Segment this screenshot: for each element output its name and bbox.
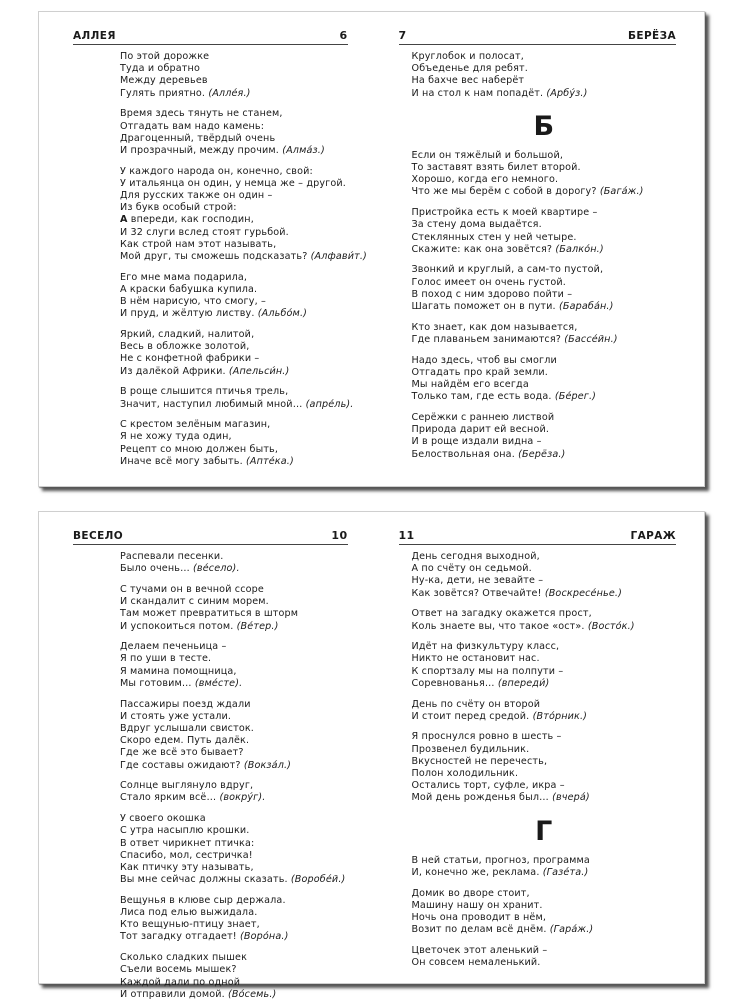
riddle [412,608,677,632]
riddle-line: С тучами он в вечной ссоре [120,583,264,595]
riddle-line: Как птичку эту называть, [120,861,254,873]
riddle-line: Распевали песенки. [120,551,224,562]
riddle-line: Пристройка есть к моей квартире – [411,207,598,219]
riddle-line-text: Гулять приятно. [120,87,206,99]
riddle-line: Звонкий и круглый, а сам-то пустой, [411,264,604,276]
riddle [412,945,677,969]
riddle-answer: (вокру́г). [219,792,266,804]
riddle-line: Природа дарит ей весной. [411,424,550,436]
riddle-last-line [412,301,677,313]
riddle-line-text: И стоит перед средой. [411,710,530,722]
riddle-last-line [120,874,348,886]
riddle-answer: (Воро́на.) [240,931,289,943]
riddle-line-text: И отправили домой. [120,988,225,1000]
riddle-line: С крестом зелёным магазин, [120,419,271,431]
riddle-line: Идёт на физкультуру класс, [411,641,560,653]
riddle-line: В нём нарисую, что смогу, – [120,296,266,308]
page-header-word: АЛЛЕЯ [73,30,116,42]
riddle-line: С утра насыплю крошки. [120,825,250,837]
riddle [412,264,677,313]
riddle-line: Ответ на загадку окажется прост, [411,608,592,620]
riddle [412,355,677,404]
riddle-line: Рецепт со мною должен быть, [120,443,279,455]
riddle-answer: (Алле́я.) [208,87,251,99]
riddle-line: Машину нашу он хранит. [411,899,543,911]
riddle-answer: (Воробе́й.) [290,874,346,886]
riddle-last-line [120,678,348,690]
riddle-line-text: Возит по делам всё днём. [411,924,547,936]
riddle-last-line [120,760,348,772]
riddle-line: Драгоценный, твёрдый очень [120,132,276,144]
riddle-list [412,150,677,461]
riddle-last-line [120,366,348,378]
riddle-line-text: Что же мы берём с собой в дорогу? [411,186,597,198]
bold-letter: А [120,214,128,226]
riddle-line-text: Шагать поможет он в пути. [411,301,556,313]
riddle-line: Кто вещунью-птицу знает, [120,919,260,931]
riddle-line: Полон холодильник. [411,768,519,780]
riddle-line-text: И, конечно же, реклама. [411,866,540,878]
riddle-line: Я проснулся ровно в шесть – [411,731,562,743]
riddle-line: Там может превратиться в шторм [120,608,299,620]
riddle-answer: (Бага́ж.) [599,186,644,198]
riddle-answer: (Гара́ж.) [549,924,594,936]
riddle [120,108,348,157]
riddle [412,412,677,461]
riddle-line: Между деревьев [120,75,208,87]
riddle-line-text: Было очень… [120,563,194,575]
riddle-line-text: Где составы ожидают? [120,759,241,771]
page-number: 11 [398,529,415,542]
riddle-line: Он совсем немаленький. [411,957,541,969]
riddle-line: Ну-ка, дети, не зевайте – [411,575,544,587]
riddle-last-line [412,88,677,100]
riddle-line: К спортзалу мы на полпути – [411,665,564,677]
riddle-line-text: Коль знаете вы, что такое «ост». [411,620,585,632]
riddle-line: В ней статьи, прогноз, программа [411,854,590,866]
riddle-last-line [120,456,348,468]
riddle-line: Прозвенел будильник. [411,743,530,755]
riddle-line: Остались торт, суфле, икра – [411,780,565,792]
riddle-line: В роще слышится птичья трель, [120,386,289,398]
riddle-line: Домик во дворе стоит, [411,887,530,899]
section-letter: Г [535,815,553,847]
riddle-line: Я по уши в тесте. [120,653,212,665]
riddle-line: Надо здесь, чтоб вы смогли [411,354,557,366]
riddle-line: У итальянца он один, у немца же – другой. [120,177,346,189]
riddle-last-line [120,931,348,943]
riddle [120,641,348,690]
riddle [412,322,677,346]
page-header [399,512,677,545]
riddle-line-text: И прозрачный, между прочим. [120,144,279,156]
riddle-line-text: Соревнованья… [411,677,495,689]
riddle-line: Кто знает, как дом называется, [411,321,578,333]
riddle-line: И в роще издали видна – [411,436,542,448]
riddle-line: Серёжки с раннею листвой [411,411,555,423]
riddle-last-line [120,88,348,100]
riddle-line: И скандалит с синим морем. [120,596,269,608]
riddle-answer: (Бассе́йн.) [564,333,618,345]
riddle-answer: (Берёза.) [518,448,566,460]
book-spread-2 [38,511,705,1000]
riddle-line-text: Иначе всё могу забыть. [120,455,243,467]
riddle-list [412,551,677,805]
riddle-answer: (Алфави́т.) [310,251,367,263]
riddle-line: На бахче вес наберёт [411,75,525,87]
page-7 [372,12,705,486]
riddle [120,419,348,468]
riddle-answer: (ве́село). [193,563,240,575]
riddle-line: Цветочек этот аленький – [411,944,548,956]
riddle-line: Круглобок и полосат, [411,51,524,62]
riddle-line-text: Только там, где есть вода. [411,391,552,403]
riddle [412,888,677,937]
riddle [412,51,677,100]
section-letter: Б [533,110,555,142]
riddle-answer: (впереди́) [497,677,550,689]
riddle-answer: (Апте́ка.) [245,455,294,467]
riddle-last-line [412,588,677,600]
riddle-answer: (апре́ль). [305,398,354,410]
riddle-line-text: Из далёкой Африки. [120,365,226,377]
riddle-line: Отгадать вам надо камень: [120,120,265,132]
riddle-last-line [412,792,677,804]
riddle-line: Я мамина помощница, [120,665,237,677]
riddle-answer: (вме́сте). [194,677,243,689]
riddle-line: А краски бабушка купила. [120,283,258,295]
riddle-last-line [412,621,677,633]
riddle-last-line [412,449,677,461]
riddle-last-line [120,621,348,633]
riddle-line: Ночь она проводит в нём, [411,911,547,923]
riddle [120,51,348,100]
riddle-line: Туда и обратно [120,63,200,75]
riddle-line: Не с конфетной фабрики – [120,353,260,365]
riddle-last-line [412,391,677,403]
riddle [412,731,677,804]
page-number: 6 [339,29,348,42]
riddle-answer: (вчера́) [552,792,590,804]
page-body [73,545,348,1001]
riddle-answer: (Алма́з.) [282,144,325,156]
riddle-last-line [412,334,677,346]
riddle-line-text: Мой день рожденья был… [411,792,549,804]
riddle-answer: (Восто́к.) [587,620,635,632]
riddle-line: А впереди, как господин, [120,214,254,226]
riddle-line: Никто не остановит нас. [411,653,540,665]
riddle [120,584,348,633]
riddle-last-line [120,308,348,320]
riddle-line: Вещунья в клюве сыр держала. [120,894,286,906]
riddle-line: Яркий, сладкий, налитой, [120,329,255,341]
riddle-line: День сегодня выходной, [411,551,540,562]
riddle-last-line [120,398,354,411]
riddle-line-text: И пруд, и жёлтую листву. [120,308,255,320]
riddle [120,329,348,378]
riddle-last-line [120,251,367,263]
riddle [120,165,367,264]
page-header [399,12,677,45]
page-number: 10 [331,529,348,542]
riddle [120,551,348,575]
page-number: 7 [398,29,407,42]
riddle-line: Съели восемь мышек? [120,964,237,976]
riddle-line: За стену дома выдаётся. [411,219,542,231]
riddle [412,641,677,690]
riddle-answer: (Воскресе́нье.) [544,587,622,599]
riddle-line-text: Белоствольная она. [411,448,515,460]
riddle-line-text: И успокоиться потом. [120,620,234,632]
riddle [120,780,348,804]
riddle-line: То заставят взять билет второй. [411,162,581,174]
riddle-line: У своего окошка [120,813,206,825]
riddle-answer: (Вто́рник.) [532,710,588,722]
riddle-line: Мы найдём его всегда [411,379,529,391]
riddle-line: Вдруг услышали свисток. [120,722,254,734]
riddle-last-line [120,792,348,804]
riddle-last-line [120,989,348,1001]
riddle-line: Для русских также он один – [120,190,273,202]
riddle [120,952,348,1001]
riddle-answer: (Газе́та.) [542,866,589,878]
riddle-line: А по счёту он седьмой. [411,563,532,575]
riddle-line-text: Как зовётся? Отвечайте! [411,587,542,599]
riddle-line-text: Значит, наступил любимый мной… [120,398,303,410]
riddle-line: Хорошо, когда его немного. [411,174,559,186]
riddle-answer: (Апельси́н.) [228,365,290,377]
page-10 [39,512,372,1000]
riddle-last-line [412,186,677,198]
riddle-line: Спасибо, мол, сестричка! [120,849,253,861]
riddle-line: Пассажиры поезд ждали [120,698,251,710]
riddle-line: Делаем печеньица – [120,641,227,653]
riddle-line-text: Вы мне сейчас должны сказать. [120,874,288,886]
riddle-line: Лиса под елью выжидала. [120,907,258,919]
riddle-line-text: И на стол к нам попадёт. [411,87,544,99]
riddle [120,272,348,321]
riddle-line: Объеденье для ребят. [411,63,528,75]
riddle-line: Стеклянных стен у ней четыре. [411,231,577,243]
riddle-line: В ответ чирикнет птичка: [120,837,255,849]
riddle-last-line [412,244,677,256]
riddle-answer: (Во́семь.) [228,988,277,1000]
riddle-line: В поход с ним здорово пойти – [411,288,573,300]
riddle-line: Как строй нам этот называть, [120,238,277,250]
riddle-line: Его мне мама подарила, [120,271,248,283]
riddle [120,386,354,410]
page-header [73,12,348,45]
riddle-last-line [120,145,348,157]
riddle-answer: (Ве́тер.) [236,620,279,632]
riddle-line-text: Мы готовим… [120,677,192,689]
riddle-line: Время здесь тянуть не станем, [120,108,283,120]
riddle-line: Солнце выглянуло вдруг, [120,780,254,792]
riddle-answer: (Арбу́з.) [546,87,588,99]
riddle-line: Я не хожу туда один, [120,431,232,443]
riddle [120,699,348,772]
page-body [399,45,677,461]
riddle-answer: (Вокза́л.) [243,759,292,771]
page-body [73,45,367,468]
riddle [412,150,677,199]
riddle-line: Где же всё это бывает? [120,747,244,759]
riddle-answer: (Альбо́м.) [257,308,308,320]
riddle-line: Голос имеет он очень густой. [411,276,567,288]
riddle [412,207,677,256]
riddle-last-line [412,678,677,690]
riddle-last-line [412,924,677,936]
riddle-line: По этой дорожке [120,51,210,62]
riddle-line: Сколько сладких пышек [120,952,248,964]
riddle-line: У каждого народа он, конечно, свой: [120,165,313,177]
riddle-line: И стоять уже устали. [120,710,232,722]
riddle-line: Если он тяжёлый и большой, [411,149,564,161]
riddle-line: День по счёту он второй [411,698,541,710]
riddle [412,551,677,600]
riddle-line [120,563,348,575]
riddle [120,895,348,944]
page-header [73,512,348,545]
riddle-line-text: Мой друг, ты сможешь подсказать? [120,251,308,263]
page-header-word: БЕРЁЗА [627,30,676,42]
riddle-answer: (Бараба́н.) [558,301,614,313]
riddle [412,855,677,879]
riddle-list [412,51,677,100]
riddle-line: И 32 слуги вслед стоят гурьбой. [120,226,289,238]
book-spread-1 [38,11,705,487]
riddle-line: Скоро едем. Путь далёк. [120,735,250,747]
riddle-answer: (Бе́рег.) [554,391,597,403]
page-header-word: ВЕСЕЛО [73,530,124,542]
riddle-line: Отгадать про край земли. [411,366,548,378]
riddle-answer: (Балко́н.) [555,243,604,255]
page-body [399,545,677,969]
riddle-line-text: Стало ярким всё… [120,792,217,804]
riddle-line: Каждой дали по одной [120,976,241,988]
page-header-word: ГАРАЖ [630,530,676,542]
riddle-line: Вкусностей не перечесть, [411,755,548,767]
riddle-line-text: Скажите: как она зовётся? [411,243,553,255]
riddle-line: Весь в обложке золотой, [120,341,250,353]
riddle-line-text: Где плаваньем занимаются? [411,333,562,345]
riddle-line-text: Тот загадку отгадает! [120,931,237,943]
riddle-last-line [412,711,677,723]
riddle-line: Из букв особый строй: [120,202,237,214]
riddle-last-line [412,867,677,879]
riddle [412,699,677,723]
riddle [120,813,348,886]
page-11 [372,512,705,983]
riddle-list [412,855,677,970]
page-6 [39,12,372,486]
